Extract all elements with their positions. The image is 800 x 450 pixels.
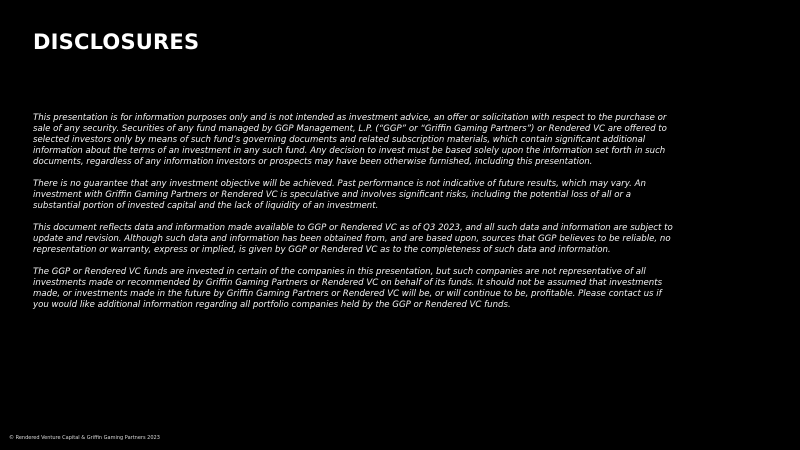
disclosure-paragraph-risk: There is no guarantee that any investment objective will be achieved. Past performance is not indicative of future results, which may vary. An investment with Griffin Gaming Partners or Rendered VC is speculative and involves significant risks, including the potential loss of all or a substantial portion of invested capital and the lack of liquidity of an investment. [33,179,646,211]
disclosure-paragraph-data-source: This document reflects data and information made available to GGP or Rendered VC as of Q3 2023, and all such data and information are subject to update and revision. Although such data and information has been obtained from, and are based upon, sources that GGP believes to be reliable, no representation or warranty, express or implied, is given by GGP or Rendered VC as to the completeness of such data and information. [33,223,673,255]
disclosure-paragraph-purpose: This presentation is for information purposes only and is not intended as investment advice, an offer or solicitation with respect to the purchase or sale of any security. Securities of any fund managed by GGP Management, L.P. (“GGP” or “Griffin Gaming Partners”) or Rendered VC are offered to selected investors only by means of such fund’s governing documents and related subscription materials, which contain significant additional information about the terms of an investment in any such fund. Any decision to invest must be based solely upon the information set forth in such documents, regardless of any information investors or prospects may have been otherwise furnished, including this presentation. [33,113,667,167]
disclosure-paragraph-portfolio: The GGP or Rendered VC funds are invested in certain of the companies in this presentation, but such companies are not representative of all investments made or recommended by Griffin Gaming Partners or Rendered VC on behalf of its funds. It should not be assumed that investments made, or investments made in the future by Griffin Gaming Partners or Rendered VC will be, or will continue to be, profitable. Please contact us if you would like additional information regarding all portfolio companies held by the GGP or Rendered VC funds. [33,267,663,310]
disclosure-body [33,113,678,322]
page-title: DISCLOSURES [33,30,200,54]
copyright-footer: © Rendered Venture Capital & Griffin Gaming Partners 2023 [9,435,160,441]
